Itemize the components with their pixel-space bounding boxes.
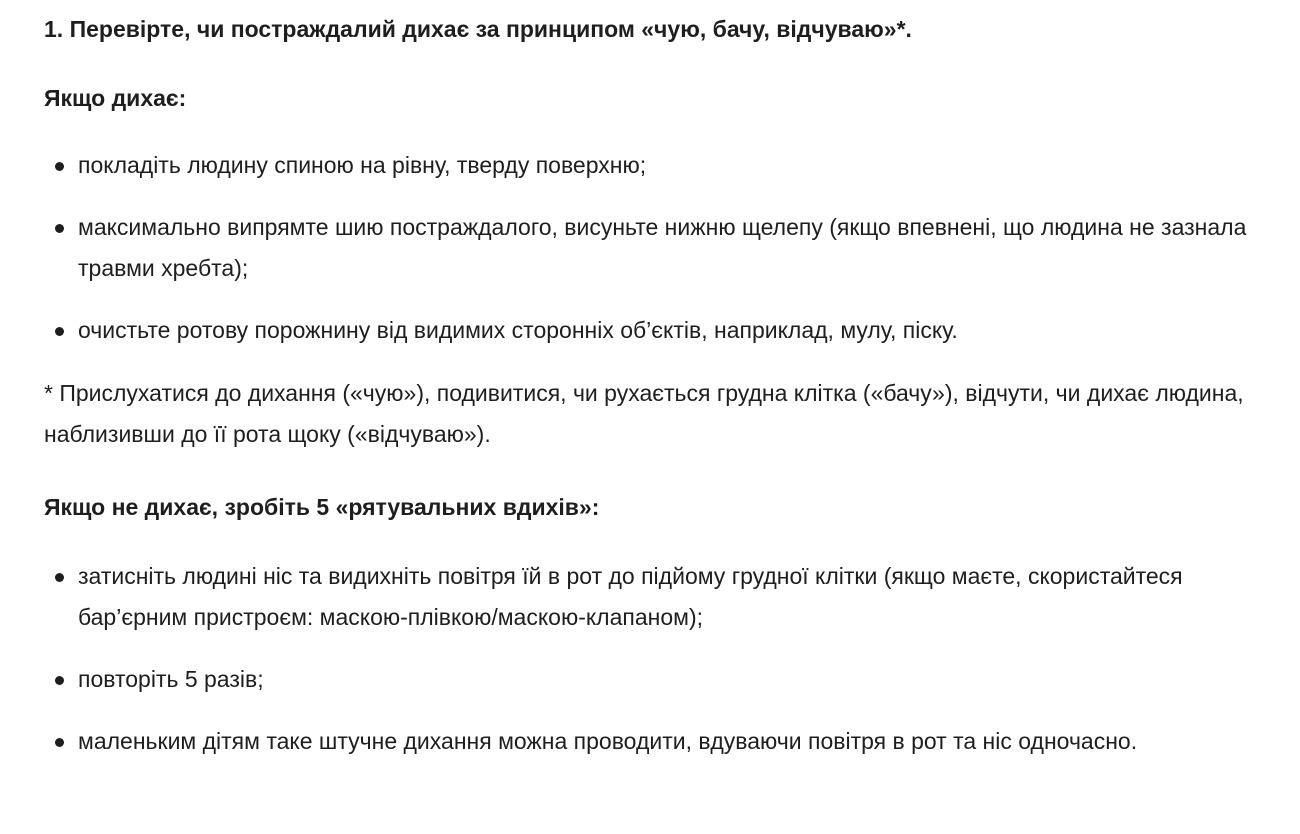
- bullet-icon: [55, 738, 64, 747]
- list-item: [44, 207, 1260, 289]
- list-item-text: покладіть людину спиною на рівну, тверду поверхню;: [78, 152, 647, 178]
- step-heading: 1. Перевірте, чи постраждалий дихає за принципом «чую, бачу, відчуваю»*.: [44, 16, 912, 42]
- list-item-text: очистьте ротову порожнину від видимих сторонніх об’єктів, наприклад, мулу, піску.: [78, 317, 958, 343]
- list-item: [44, 556, 1260, 638]
- bullet-icon: [55, 224, 64, 233]
- list-item: [44, 721, 1260, 762]
- list-item: [44, 310, 1260, 351]
- breathing-heading: Якщо дихає:: [44, 85, 187, 111]
- bullet-icon: [55, 676, 64, 685]
- list-item-text: повторіть 5 разів;: [78, 666, 264, 692]
- not-breathing-list: [44, 556, 1260, 762]
- bullet-icon: [55, 573, 64, 582]
- list-item-text: максимально випрямте шию постраждалого, висуньте нижню щелепу (якщо впевнені, що людина не зазнала травми хребта);: [78, 214, 1247, 281]
- list-item-text: затисніть людині ніс та видихніть повітря їй в рот до підйому грудної клітки (якщо маєте, скористайтеся бар’єрним пристроєм: маскою-плівкою/маскою-клапаном);: [78, 563, 1183, 630]
- list-item: [44, 145, 1260, 186]
- not-breathing-heading: Якщо не дихає, зробіть 5 «рятувальних вдихів»:: [44, 494, 600, 520]
- bullet-icon: [55, 162, 64, 171]
- list-item: [44, 659, 1260, 700]
- list-item-text: маленьким дітям таке штучне дихання можна проводити, вдуваючи повітря в рот та ніс одночасно.: [78, 728, 1138, 754]
- footnote: * Прислухатися до дихання («чую»), подивитися, чи рухається грудна клітка («бачу»), відчути, чи дихає людина, наблизивши до її рота щоку («відчуваю»).: [44, 380, 1244, 447]
- bullet-icon: [55, 327, 64, 336]
- breathing-list: [44, 145, 1260, 351]
